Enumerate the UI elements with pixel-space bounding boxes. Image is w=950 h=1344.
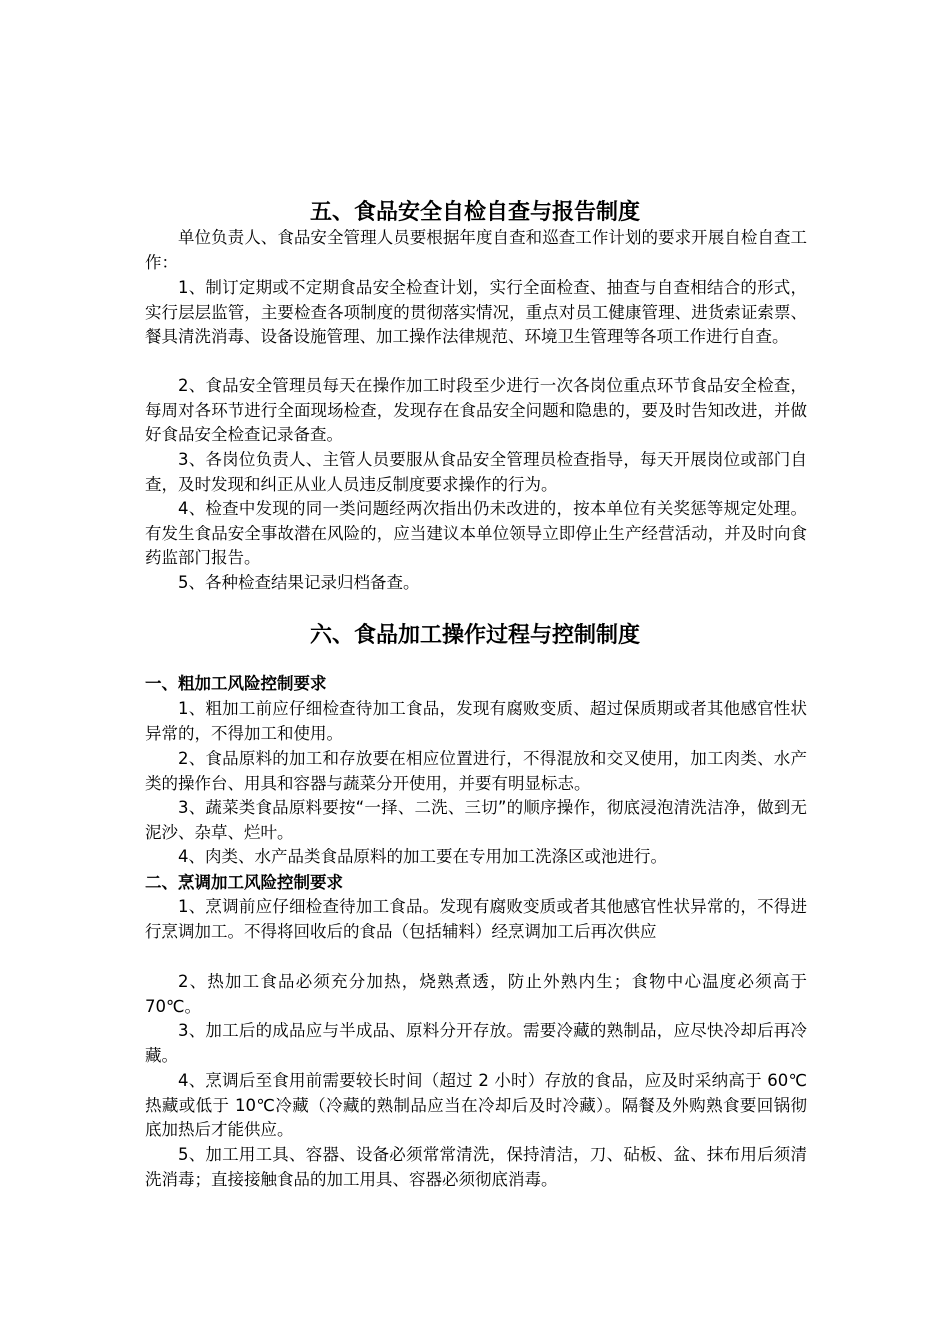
sub2-item-3: 3、加工后的成品应与半成品、原料分开存放。需要冷藏的熟制品，应尽快冷却后再冷藏。	[145, 1021, 807, 1065]
sub2-item-5: 5、加工用工具、容器、设备必须常常清洗，保持清洁，刀、砧板、盆、抹布用后须清洗消毒；直接接触食品的加工用具、容器必须彻底消毒。	[145, 1145, 807, 1189]
sub2-item-4: 4、烹调后至食用前需要较长时间（超过 2 小时）存放的食品，应及时采纳高于 60℃热藏或低于 10℃冷藏（冷藏的熟制品应当在冷却后及时冷藏）。隔餐及外购熟食要回锅彻底加热后才能供应。	[145, 1071, 807, 1140]
sub2-item-1: 1、烹调前应仔细检查待加工食品。发现有腐败变质或者其他感官性状异常的，不得进行烹调加工。不得将回收后的食品（包括辅料）经烹调加工后再次供应	[145, 897, 807, 941]
section5-title: 五、食品安全自检自查与报告制度	[309, 200, 640, 225]
section5-item-2: 2、食品安全管理员每天在操作加工时段至少进行一次各岗位重点环节食品安全检查，每周对各环节进行全面现场检查，发现存在食品安全问题和隐患的，要及时告知改进，并做好食品安全检查记录备查。	[145, 376, 807, 445]
section5-item-3: 3、各岗位负责人、主管人员要服从食品安全管理员检查指导，每天开展岗位或部门自查，及时发现和纠正从业人员违反制度要求操作的行为。	[145, 450, 807, 494]
section5-item-1: 1、制订定期或不定期食品安全检查计划，实行全面检查、抽查与自查相结合的形式，实行层层监管，主要检查各项制度的贯彻落实情况，重点对员工健康管理、进货索证索票、餐具清洗消毒、设备设施管理、加工操作法律规范、环境卫生管理等各项工作进行自查。	[145, 278, 807, 347]
sub1-heading: 一、粗加工风险控制要求	[145, 674, 327, 693]
sub1-item-3: 3、蔬菜类食品原料要按“一择、二洗、三切”的顺序操作，彻底浸泡清洗洁净，做到无泥沙、杂草、烂叶。	[145, 798, 807, 842]
sub1-item-4: 4、肉类、水产品类食品原料的加工要在专用加工洗涤区或池进行。	[178, 847, 667, 866]
sub2-heading: 二、烹调加工风险控制要求	[145, 873, 343, 892]
sub1-item-1: 1、粗加工前应仔细检查待加工食品，发现有腐败变质、超过保质期或者其他感官性状异常的，不得加工和使用。	[145, 699, 807, 743]
section6-title: 六、食品加工操作过程与控制制度	[309, 623, 640, 648]
sub1-item-2: 2、食品原料的加工和存放要在相应位置进行，不得混放和交叉使用，加工肉类、水产类的操作台、用具和容器与蔬菜分开使用，并要有明显标志。	[145, 749, 807, 793]
section5-intro: 单位负责人、食品安全管理人员要根据年度自查和巡查工作计划的要求开展自检自查工作：	[145, 228, 807, 272]
sub2-item-2: 2、热加工食品必须充分加热，烧熟煮透，防止外熟内生；食物中心温度必须高于 70℃。	[145, 972, 807, 1016]
section5-item-5: 5、各种检查结果记录归档备查。	[178, 573, 420, 592]
section5-item-4: 4、检查中发现的同一类问题经两次指出仍未改进的，按本单位有关奖惩等规定处理。有发生食品安全事故潜在风险的，应当建议本单位领导立即停止生产经营活动，并及时向食药监部门报告。	[145, 499, 807, 568]
